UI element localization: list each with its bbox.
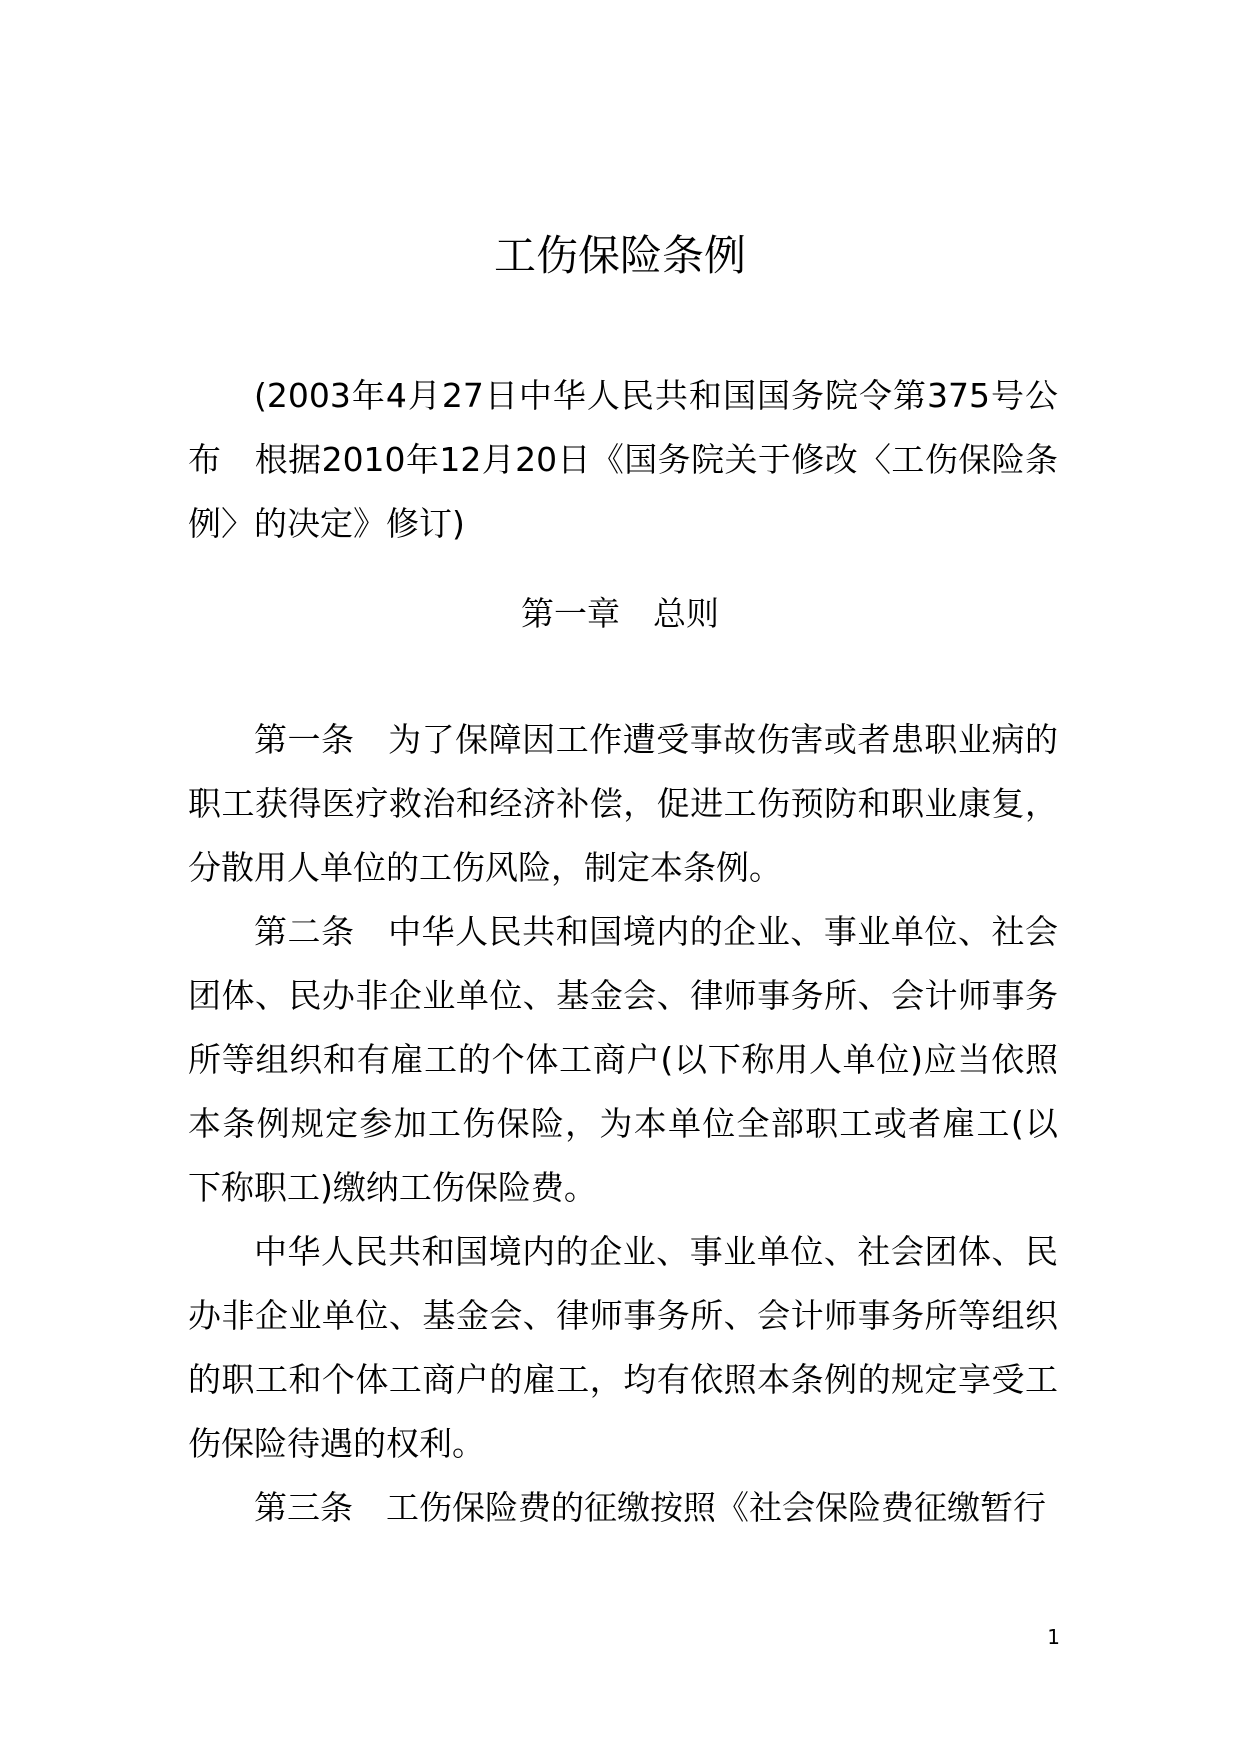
document-title: 工伤保险条例: [493, 231, 746, 280]
article-3-paragraph: 第三条 工伤保险费的征缴按照《社会保险费征缴暂行: [254, 1488, 1046, 1527]
page-number: 1: [1047, 1625, 1060, 1649]
article-2-paragraph: 第二条 中华人民共和国境内的企业、事业单位、社会团体、民办非企业单位、基金会、律师事务所、会计师事务所等组织和有雇工的个体工商户(以下称用人单位)应当依照本条例规定参加工伤保险，为本单位全部职工或者雇工(以下称职工)缴纳工伤保险费。: [188, 912, 1058, 1207]
chapter-heading: 第一章 总则: [521, 594, 719, 633]
article-2-second-paragraph: 中华人民共和国境内的企业、事业单位、社会团体、民办非企业单位、基金会、律师事务所、会计师事务所等组织的职工和个体工商户的雇工，均有依照本条例的规定享受工伤保险待遇的权利。: [188, 1232, 1058, 1463]
article-1-paragraph: 第一条 为了保障因工作遭受事故伤害或者患职业病的职工获得医疗救治和经济补偿，促进工伤预防和职业康复，分散用人单位的工伤风险，制定本条例。: [188, 720, 1058, 887]
promulgation-note: (2003年4月27日中华人民共和国国务院令第375号公布 根据2010年12月20日《国务院关于修改〈工伤保险条例〉的决定》修订): [188, 376, 1058, 543]
